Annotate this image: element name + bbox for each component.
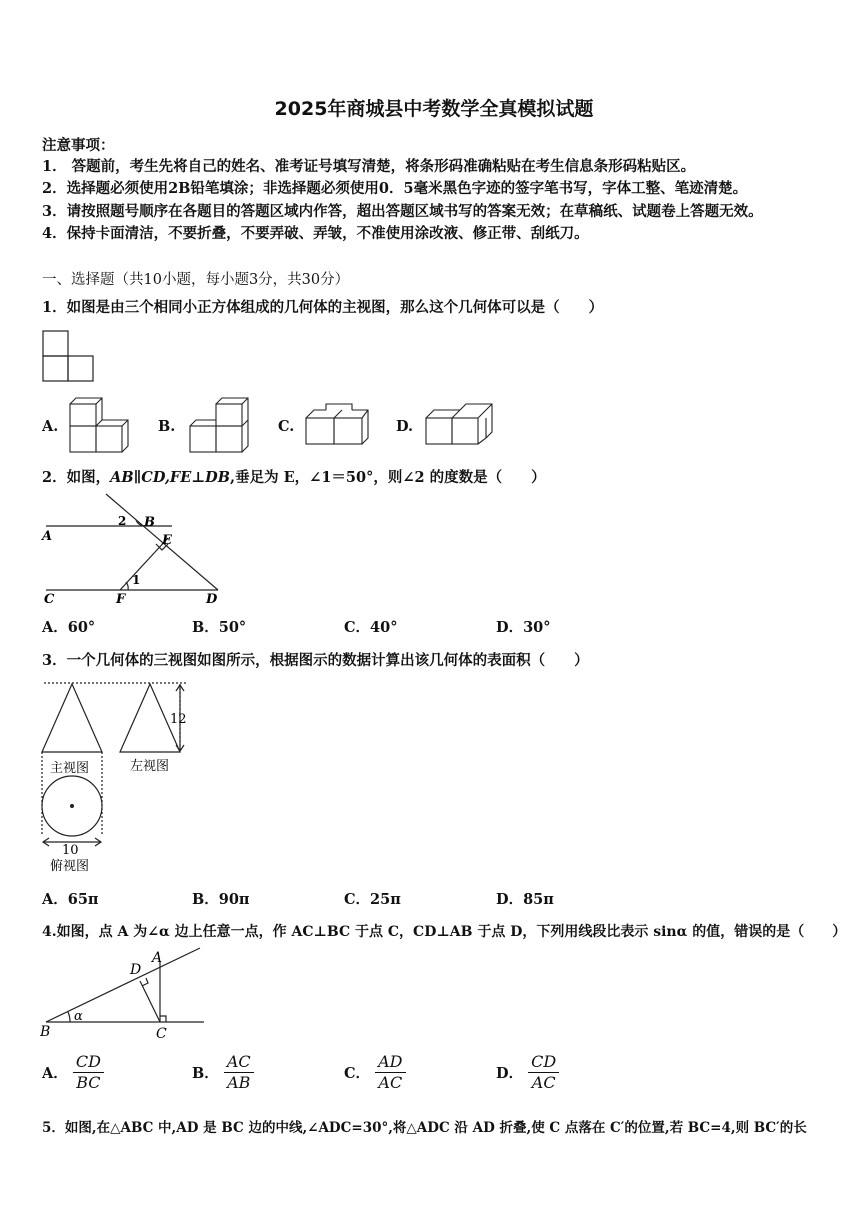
- notice-item-2: 2．选择题必须使用2B铅笔填涂；非选择题必须使用0．5毫米黑色字迹的签字笔书写，字体工整、笔迹清楚。: [42, 180, 748, 197]
- question-4-text: 4.如图，点 A 为∠α 边上任意一点，作 AC⊥BC 于点 C，CD⊥AB 于点 D，下列用线段比表示 sinα 的值，错误的是（ ）: [42, 924, 847, 940]
- q4-option-a-fraction: [73, 1052, 104, 1093]
- q4-label-a: A: [152, 950, 163, 966]
- q3-label-front-view: 主视图: [50, 761, 90, 776]
- q2-figure: [40, 492, 230, 606]
- notice-item-3: 3．请按照题号顺序在各题目的答题区域内作答，超出答题区域书写的答案无效；在草稿纸、试题卷上答题无效。: [42, 203, 763, 220]
- q4-option-c-fraction: [375, 1052, 405, 1093]
- q3-three-views-figure: [36, 676, 196, 876]
- q4-option-a-letter: A．: [42, 1065, 68, 1082]
- q4-label-d: D: [130, 962, 142, 978]
- q2-label-d: D: [206, 592, 218, 606]
- page-title: 2025年商城县中考数学全真模拟试题: [274, 98, 594, 120]
- q4-label-b: B: [40, 1024, 51, 1040]
- q2-option-d: D．30°: [496, 619, 551, 636]
- question-3-text: 3．一个几何体的三视图如图所示，根据图示的数据计算出该几何体的表面积（ ）: [42, 652, 589, 669]
- q2-label-c: C: [44, 592, 55, 606]
- notice-item-1: 1． 答题前，考生先将自己的姓名、准考证号填写清楚，将条形码准确粘贴在考生信息条形码粘贴区。: [42, 158, 696, 175]
- q4-option-d-denominator: AC: [531, 1073, 556, 1092]
- q2-label-angle-1: 1: [132, 573, 141, 587]
- q4-option-a-numerator: CD: [73, 1052, 104, 1073]
- question-2-text-suffix: ,垂足为 E，∠1＝50°，则∠2 的度数是（ ）: [230, 469, 546, 486]
- q4-option-b-fraction: [224, 1052, 254, 1093]
- q3-option-a: A．65π: [42, 891, 99, 908]
- q4-option-c: [344, 1052, 406, 1093]
- q4-option-b-denominator: AB: [227, 1073, 251, 1092]
- q1-front-view-figure: [42, 330, 96, 384]
- q4-option-d-numerator: CD: [528, 1052, 559, 1073]
- q2-label-a: A: [42, 529, 53, 544]
- q2-option-a: A．60°: [42, 619, 96, 636]
- q2-label-b: B: [144, 515, 155, 530]
- section-heading: 一、选择题（共10小题，每小题3分，共30分）: [42, 272, 350, 288]
- q2-label-f: F: [116, 592, 126, 606]
- q1-option-a-label: A.: [42, 418, 59, 435]
- q4-option-d-letter: D．: [496, 1065, 524, 1082]
- q4-label-c: C: [156, 1026, 167, 1042]
- q1-option-a-figure: [66, 394, 132, 456]
- question-2-text-italic: AB∥CD,FE⊥DB: [110, 469, 231, 486]
- q3-label-left-view: 左视图: [130, 759, 170, 774]
- q4-option-a: [42, 1052, 104, 1093]
- q3-label-top-view: 俯视图: [50, 859, 90, 874]
- q4-option-d: [496, 1052, 559, 1093]
- q1-option-c-label: C.: [278, 418, 295, 435]
- q3-label-height: 12: [170, 712, 187, 727]
- q4-option-d-fraction: [528, 1052, 559, 1093]
- q3-option-c: C．25π: [344, 891, 401, 908]
- q4-option-c-letter: C．: [344, 1065, 371, 1082]
- q2-option-b: B．50°: [192, 619, 247, 636]
- q4-option-c-numerator: AD: [375, 1052, 405, 1073]
- q1-option-d-figure: [422, 400, 496, 450]
- q2-option-c: C．40°: [344, 619, 398, 636]
- notice-item-4: 4．保持卡面清洁，不要折叠，不要弄破、弄皱，不准使用涂改液、修正带、刮纸刀。: [42, 225, 589, 242]
- q4-option-b-numerator: AC: [224, 1052, 254, 1073]
- q4-option-a-denominator: BC: [76, 1073, 101, 1092]
- q3-circle-center-dot: [70, 804, 74, 808]
- q1-option-c-figure: [302, 400, 372, 450]
- question-2-text: [42, 466, 546, 487]
- q3-label-diameter: 10: [62, 843, 79, 858]
- question-5-text: 5．如图,在△ABC 中,AD 是 BC 边的中线,∠ADC=30°,将△ADC 沿 AD 折叠,使 C 点落在 C′的位置,若 BC=4,则 BC′的长: [42, 1120, 807, 1136]
- q4-figure: [40, 946, 210, 1042]
- q4-label-alpha: α: [74, 1009, 83, 1024]
- q4-option-b-letter: B．: [192, 1065, 219, 1082]
- q3-option-d: D．85π: [496, 891, 554, 908]
- q1-option-b-figure: [186, 394, 252, 456]
- q1-option-b-label: B.: [158, 418, 176, 435]
- q4-option-b: [192, 1052, 254, 1093]
- q4-option-c-denominator: AC: [378, 1073, 403, 1092]
- notice-heading: 注意事项：: [42, 137, 115, 154]
- question-1-text: 1．如图是由三个相同小正方体组成的几何体的主视图，那么这个几何体可以是（ ）: [42, 299, 604, 316]
- question-2-text-prefix: 2．如图，: [42, 469, 111, 486]
- q2-label-e: E: [162, 533, 172, 548]
- q3-option-b: B．90π: [192, 891, 250, 908]
- q2-label-angle-2: 2: [118, 514, 127, 528]
- q1-option-d-label: D.: [396, 418, 414, 435]
